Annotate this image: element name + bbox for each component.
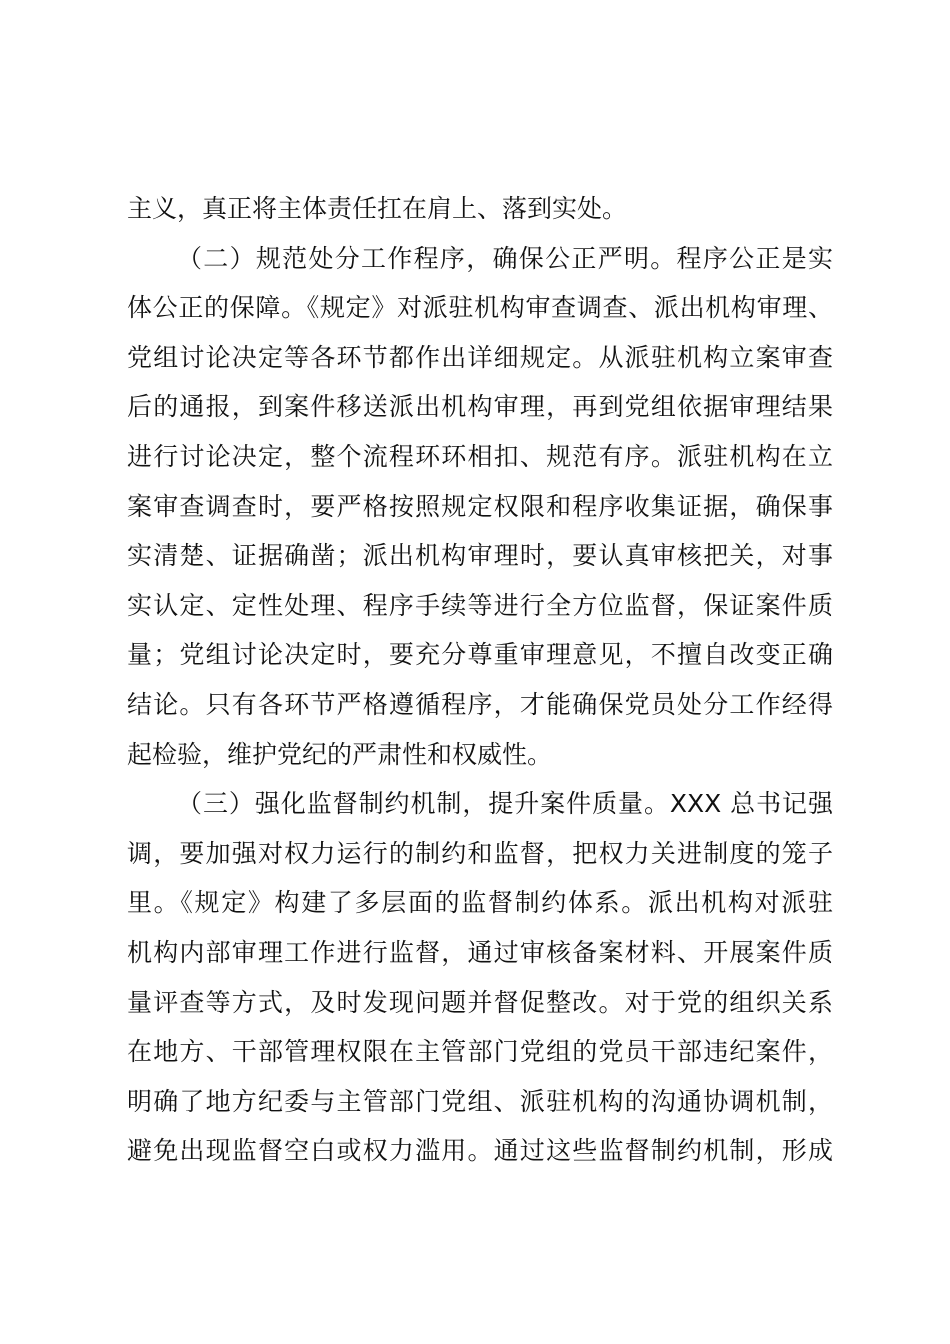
text-line: 起检验，维护党纪的严肃性和权威性。 <box>127 739 553 769</box>
text-line: 明确了地方纪委与主管部门党组、派驻机构的沟通协调机制， <box>127 1086 833 1116</box>
document-body <box>127 184 833 1176</box>
text-line: 量；党组讨论决定时，要充分尊重审理意见，不擅自改变正确 <box>127 640 833 670</box>
text-line: 案审查调查时，要严格按照规定权限和程序收集证据，确保事 <box>127 491 833 521</box>
text-line: 实认定、定性处理、程序手续等进行全方位监督，保证案件质 <box>127 590 833 620</box>
text-line: （二）规范处分工作程序，确保公正严明。程序公正是实 <box>177 243 833 273</box>
text-line: 党组讨论决定等各环节都作出详细规定。从派驻机构立案审查 <box>127 342 833 372</box>
text-line: 主义，真正将主体责任扛在肩上、落到实处。 <box>127 194 628 223</box>
text-line: 进行讨论决定，整个流程环环相扣、规范有序。派驻机构在立 <box>127 441 833 471</box>
text-line: 避免出现监督空白或权力滥用。通过这些监督制约机制，形成 <box>127 1136 833 1166</box>
text-line: （三）强化监督制约机制，提升案件质量。XXX 总书记强 <box>177 789 833 819</box>
text-line: 机构内部审理工作进行监督，通过审核备案材料、开展案件质 <box>127 937 833 967</box>
text-line: 量评查等方式，及时发现问题并督促整改。对于党的组织关系 <box>127 987 833 1017</box>
text-line: 里。《规定》构建了多层面的监督制约体系。派出机构对派驻 <box>127 888 833 918</box>
text-line: 体公正的保障。《规定》对派驻机构审查调查、派出机构审理、 <box>127 293 833 323</box>
text-line: 实清楚、证据确凿；派出机构审理时，要认真审核把关，对事 <box>127 541 833 571</box>
text-line: 在地方、干部管理权限在主管部门党组的党员干部违纪案件， <box>127 1037 833 1067</box>
text-line: 调，要加强对权力运行的制约和监督，把权力关进制度的笼子 <box>127 838 833 868</box>
text-line: 后的通报，到案件移送派出机构审理，再到党组依据审理结果 <box>127 392 833 422</box>
text-line: 结论。只有各环节严格遵循程序，才能确保党员处分工作经得 <box>127 689 833 719</box>
